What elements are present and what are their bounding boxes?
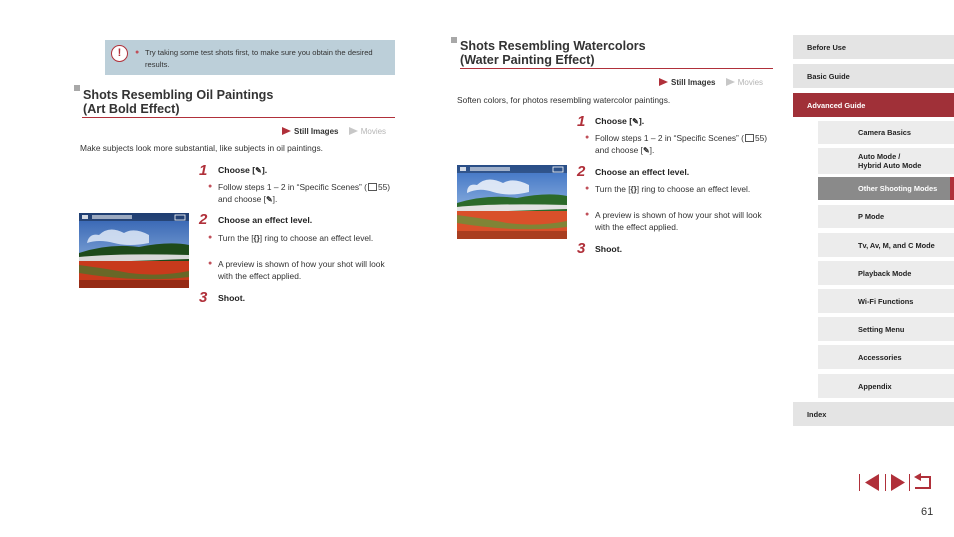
section-marker <box>451 37 457 43</box>
page-number: 61 <box>921 506 934 518</box>
mode-movies: Movies <box>737 78 764 87</box>
water-painting-icon: ✎ <box>642 146 650 155</box>
mode-still-images: Still Images <box>671 78 716 87</box>
step-3-label: Shoot. <box>218 293 246 303</box>
previous-page-icon[interactable] <box>861 472 883 493</box>
triangle-icon <box>282 127 291 135</box>
nav-other-shooting-modes[interactable]: Other Shooting Modes <box>818 177 954 200</box>
ring-icon: {} <box>630 185 637 194</box>
step-number-1: 1 <box>199 162 208 179</box>
section-rule <box>82 117 395 118</box>
step-2-bullet-1: ● Turn the [{}] ring to choose an effect level. <box>218 232 398 245</box>
mode-indicator <box>659 78 763 87</box>
intro-text: Soften colors, for photos resembling watercolor paintings. <box>457 95 671 105</box>
camera-screen-image <box>457 165 567 239</box>
art-bold-icon: ✎ <box>265 195 273 204</box>
mode-movies: Movies <box>360 127 387 136</box>
nav-accessories[interactable]: Accessories <box>818 345 954 369</box>
triangle-icon <box>659 78 668 86</box>
exclamation-icon: ! <box>111 45 128 62</box>
section-title-oil <box>83 88 273 116</box>
nav-auto-mode-line1: Auto Mode / <box>858 152 901 161</box>
ring-icon: {} <box>253 234 260 243</box>
triangle-icon <box>349 127 358 135</box>
nav-separator <box>909 474 910 491</box>
step-number-1: 1 <box>577 113 586 130</box>
nav-advanced-guide[interactable]: Advanced Guide <box>793 93 954 117</box>
return-icon[interactable] <box>911 472 933 493</box>
triangle-icon <box>726 78 735 86</box>
step-1-label: Choose [✎]. <box>595 116 645 126</box>
caution-text: Try taking some test shots first, to make sure you obtain the desired results. <box>145 48 373 69</box>
nav-setting-menu[interactable]: Setting Menu <box>818 317 954 341</box>
nav-basic-guide[interactable]: Basic Guide <box>793 64 954 88</box>
nav-index[interactable]: Index <box>793 402 954 426</box>
step-number-3: 3 <box>199 289 208 306</box>
mode-still-images: Still Images <box>294 127 339 136</box>
title-line-1: Shots Resembling Watercolors <box>460 39 646 53</box>
step-2-label: Choose an effect level. <box>218 215 313 225</box>
nav-separator <box>859 474 860 491</box>
bullet-icon: ● <box>135 49 140 56</box>
art-bold-icon: ✎ <box>255 166 262 175</box>
title-line-1: Shots Resembling Oil Paintings <box>83 88 274 102</box>
step-number-2: 2 <box>199 211 208 228</box>
water-painting-icon: ✎ <box>632 117 639 126</box>
nav-auto-mode-line2: Hybrid Auto Mode <box>858 161 922 170</box>
mode-indicator <box>282 127 386 136</box>
camera-screen-image <box>79 213 189 288</box>
nav-camera-basics[interactable]: Camera Basics <box>818 121 954 144</box>
nav-p-mode[interactable]: P Mode <box>818 205 954 228</box>
step-3-label: Shoot. <box>595 244 623 254</box>
nav-auto-mode[interactable] <box>818 148 954 174</box>
step-1-bullet: ● Follow steps 1 – 2 in “Specific Scenes” ( 55) and choose [✎]. <box>595 132 773 157</box>
section-rule <box>460 68 773 69</box>
title-line-2: (Art Bold Effect) <box>83 102 180 116</box>
step-number-3: 3 <box>577 240 586 257</box>
title-line-2: (Water Painting Effect) <box>460 53 595 67</box>
nav-wifi-functions[interactable]: Wi-Fi Functions <box>818 289 954 313</box>
nav-separator <box>885 474 886 491</box>
nav-before-use[interactable]: Before Use <box>793 35 954 59</box>
caution-box <box>105 40 395 75</box>
section-title-watercolor <box>460 39 646 67</box>
book-reference-icon <box>745 134 754 142</box>
step-1-bullet: ● Follow steps 1 – 2 in “Specific Scenes” ( 55) and choose [✎]. <box>218 181 398 206</box>
step-2-bullet-2: ● A preview is shown of how your shot will look with the effect applied. <box>595 209 773 233</box>
nav-tv-av-m-c-mode[interactable]: Tv, Av, M, and C Mode <box>818 233 954 257</box>
intro-text: Make subjects look more substantial, like subjects in oil paintings. <box>80 143 323 153</box>
book-reference-icon <box>368 183 377 191</box>
step-2-label: Choose an effect level. <box>595 167 690 177</box>
section-marker <box>74 85 80 91</box>
next-page-icon[interactable] <box>887 472 909 493</box>
step-2-bullet-1: ● Turn the [{}] ring to choose an effect level. <box>595 183 773 196</box>
step-2-bullet-2: ● A preview is shown of how your shot will look with the effect applied. <box>218 258 398 282</box>
nav-playback-mode[interactable]: Playback Mode <box>818 261 954 285</box>
step-1-label: Choose [✎]. <box>218 165 268 175</box>
step-number-2: 2 <box>577 163 586 180</box>
nav-appendix[interactable]: Appendix <box>818 374 954 398</box>
